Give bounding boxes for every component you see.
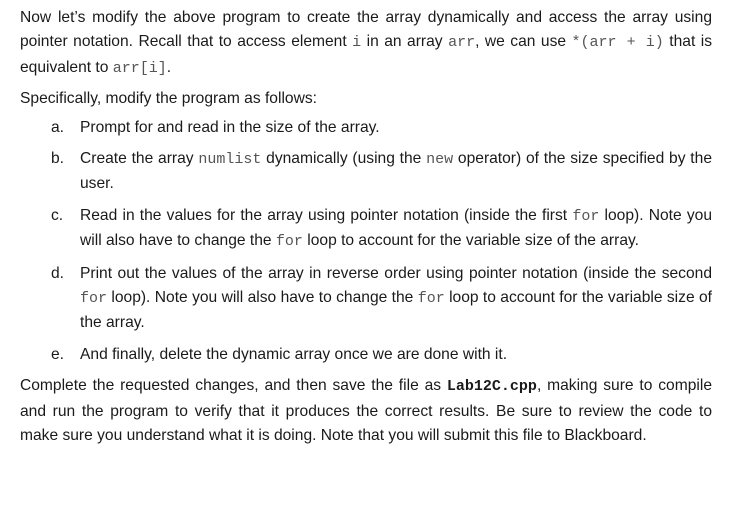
closing-text-1: Complete the requested changes, and then save the file as	[20, 377, 447, 395]
intro-paragraph	[20, 6, 712, 81]
code-numlist: numlist	[198, 151, 262, 169]
step-b-text-2: dynamically (using the	[261, 150, 427, 168]
list-item-b	[20, 147, 712, 197]
intro-text-5: .	[166, 58, 172, 76]
intro-text-3: , we can use	[475, 33, 572, 51]
list-marker-b: b.	[51, 150, 65, 168]
step-b-text-3: operator) of the size specified by the user.	[80, 150, 712, 193]
document-page	[20, 6, 712, 449]
list-marker-e: e.	[51, 345, 65, 363]
step-c-text-2: loop). Note you will also have to change the	[80, 206, 713, 250]
step-d-text-1: Print out the values of the array in reverse order using pointer notation (inside the second	[80, 264, 712, 282]
code-arr: arr	[448, 34, 476, 52]
step-b-text-1: Create the array	[80, 150, 199, 168]
step-e-text: And finally, delete the dynamic array once we are done with it.	[80, 345, 508, 363]
code-for-2: for	[275, 233, 303, 251]
step-c-text-3: loop to account for the variable size of the array.	[302, 232, 639, 250]
list-marker-d: d.	[51, 264, 65, 282]
code-filename: Lab12C.cpp	[446, 378, 537, 396]
code-for-3: for	[80, 290, 108, 308]
list-marker-c: c.	[51, 206, 64, 224]
code-new: new	[426, 151, 454, 169]
code-i: i	[352, 34, 362, 52]
list-item-c	[20, 204, 712, 255]
steps-list	[20, 116, 712, 368]
code-for-1: for	[572, 207, 600, 225]
list-item-a	[20, 116, 712, 140]
code-for-4: for	[417, 290, 445, 308]
intro-text-1: Now let’s modify the above program to create the array dynamically and access the array using pointer notation. Recall that to access element	[20, 9, 712, 51]
list-marker-a: a.	[51, 118, 65, 136]
closing-text-2: , making sure to compile and run the program to verify that it produces the correct results. Be sure to review the code to make sure you understand what it is doing. Note that you will submit this file to Blackboard.	[20, 377, 712, 445]
intro-text-4: that is equivalent to	[20, 33, 713, 76]
step-c-text-1: Read in the values for the array using pointer notation (inside the first	[80, 206, 573, 224]
code-array-index: arr[i]	[112, 59, 167, 77]
list-item-d	[20, 262, 712, 336]
closing-paragraph	[20, 374, 712, 448]
lead-paragraph: Specifically, modify the program as follows:	[20, 90, 317, 108]
intro-text-2: in an array	[361, 33, 449, 51]
list-item-e	[20, 343, 712, 367]
code-pointer-expression: *(arr + i)	[571, 34, 664, 52]
step-d-text-2: loop). Note you will also have to change the	[107, 289, 418, 307]
step-d-text-3: loop to account for the variable size of the array.	[80, 289, 712, 332]
step-a-text: Prompt for and read in the size of the array.	[80, 118, 380, 136]
